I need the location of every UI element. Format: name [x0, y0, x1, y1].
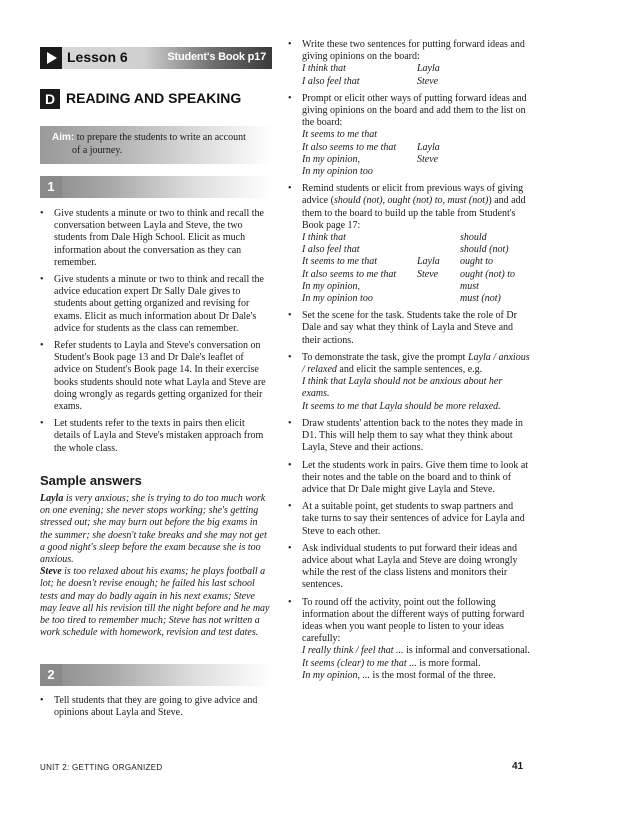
- footer-unit: UNIT 2: GETTING ORGANIZED: [40, 763, 163, 772]
- section-title: READING AND SPEAKING: [66, 90, 242, 106]
- aim-label: Aim:: [52, 132, 75, 143]
- sample-answers-heading: Sample answers: [40, 473, 142, 488]
- step-1-bar: [40, 176, 272, 198]
- book-reference: Student's Book p17: [167, 51, 266, 63]
- list-item: • Give students a minute or two to think and recall the advice education expert Dr Sally Dale gives to students about getting organized and revising for exams. Elicit as much information about Dr Dale's advice for students as the class can remember.: [40, 274, 272, 335]
- page-number: 41: [512, 761, 524, 772]
- opinion-table-1: I think that Layla I also feel that Steve: [302, 63, 440, 87]
- list-item: • Tell students that they are going to give advice and opinions about Layla and Steve.: [40, 695, 272, 719]
- list-item: • Draw students' attention back to the notes they made in D1. This will help them to say what they think about Layla, Steve and their actions.: [288, 418, 530, 455]
- aim-box: [40, 126, 272, 164]
- step-1-number: 1: [40, 176, 62, 198]
- left-column-bottom: [40, 695, 272, 724]
- lesson-header-bar: [40, 47, 272, 69]
- list-item: • Ask individual students to put forward their ideas and advice about what Layla and Steve are doing wrongly while the rest of the class listens and monitors their sentences.: [288, 543, 530, 592]
- opinion-table-2: It seems to me that It also seems to me that Layla In my opinion, Steve In my opinion too: [302, 129, 440, 178]
- section-letter: D: [40, 89, 60, 109]
- list-item: • To round off the activity, point out the following information about the different ways of putting forward ideas when you want people to listen to your ideas carefully: I really think / feel that ... is informal and conversational. It seems (clear) to me that ... is more formal. In my opinion, ... is the most formal of the three.: [288, 597, 530, 682]
- list-item: • Let students refer to the texts in pairs then elicit details of Layla and Steve's mistaken approach from the whole class.: [40, 418, 272, 455]
- list-item: • Refer students to Layla and Steve's conversation on Student's Book page 13 and Dr Dale's leaflet of advice on Student's Book page 14. In their exercise books students should note what Layla and Steve are doing wrongly as regards getting organized for their exams.: [40, 340, 272, 413]
- step-2-bar: [40, 664, 272, 686]
- sample-answers: [40, 493, 272, 639]
- list-item: • Remind students or elicit from previous ways of giving advice (should (not), ought (not) to, must (not)) and add them to the board to build up the table from Student's Book page 17: I think that should I also feel that should (not) It seems to me that Layla ought to It also seems to me that Steve ought (not) to In my opinion, must In my opinion too must (not): [288, 183, 530, 305]
- list-item: • Give students a minute or two to think and recall the conversation between Layla and Steve, the two students from Dale High School. Elicit as much information about the conversation as they can remember.: [40, 208, 272, 269]
- list-item: • Let the students work in pairs. Give them time to look at their notes and the table on the board and to think of advice that Dr Dale might give Layla and Steve.: [288, 460, 530, 497]
- aim-text-1: to prepare the students to write an account: [76, 132, 246, 143]
- step-2-number: 2: [40, 664, 62, 686]
- list-item: • Prompt or elicit other ways of putting forward ideas and giving opinions on the board and add them to the list on the board: It seems to me that It also seems to me that Layla In my opinion, Steve In my opinion too: [288, 93, 530, 178]
- sample-layla-name: Layla: [40, 493, 64, 504]
- advice-table: I think that should I also feel that should (not) It seems to me that Layla ought to It also seems to me that Steve ought (not) to In my opinion, must In my opinion too must (not): [302, 232, 515, 305]
- list-item: • To demonstrate the task, give the prompt Layla / anxious / relaxed and elicit the sample sentences, e.g. I think that Layla should not be anxious about her exams. It seems to me that Layla should be more relaxed.: [288, 352, 530, 413]
- sample-steve: Steve is too relaxed about his exams; he plays football a lot; he doesn't revise enough; he failed his last school tests and may do badly again in his next exams; Steve may leave all his revision till the night before and he may be too tired to remember much; Steve has not written a work schedule with homework, revision and test dates.: [40, 566, 270, 639]
- left-column: [40, 208, 272, 460]
- list-item: • Set the scene for the task. Students take the role of Dr Dale and say what they think of Layla and Steve and their actions.: [288, 310, 530, 347]
- play-arrow-icon: [40, 47, 62, 69]
- list-item: • At a suitable point, get students to swap partners and take turns to say their sentences of advice for Layla and Steve to each other.: [288, 501, 530, 538]
- list-item: • Write these two sentences for putting forward ideas and giving opinions on the board: I think that Layla I also feel that Steve: [288, 39, 530, 88]
- sample-layla: Layla is very anxious; she is trying to do too much work on one evening; she never stops working; she's getting stressed out; she may burn out before the big exams in the summer; she doesn't take breaks and she may not get a good night's sleep before the exam because she is too anxious.: [40, 493, 267, 566]
- aim-text-2: of a journey.: [72, 145, 123, 156]
- right-column: [288, 39, 530, 687]
- sample-steve-name: Steve: [40, 566, 62, 578]
- lesson-title: Lesson 6: [67, 49, 128, 65]
